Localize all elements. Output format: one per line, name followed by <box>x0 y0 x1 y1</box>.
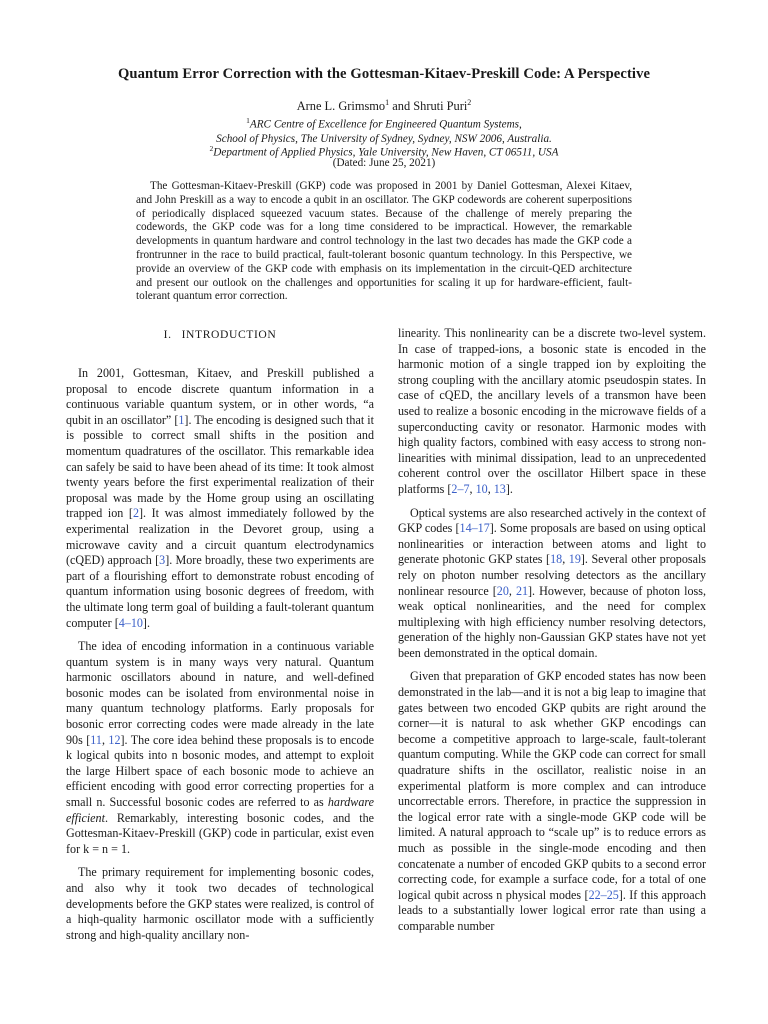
citation-link[interactable]: 18 <box>550 552 563 567</box>
citation-link[interactable]: 20 <box>496 583 509 598</box>
text-run: . Remarkably, interesting bosonic codes, and the Gottesman-Kitaev-Preskill (GKP) code in particular, exist even for k = n = 1. <box>66 810 374 856</box>
paper-title: Quantum Error Correction with the Gottesman-Kitaev-Preskill Code: A Perspective <box>117 66 651 82</box>
author-conjunction: and <box>392 99 411 114</box>
emphasized-term: hardware efficient <box>66 795 374 825</box>
affiliation-mark: 2 <box>209 144 214 153</box>
citation-link[interactable]: 19 <box>568 552 581 567</box>
section-title: INTRODUCTION <box>181 328 277 341</box>
paragraph <box>398 326 706 498</box>
affiliation-line: School of Physics, The University of Sydney, Sydney, NSW 2006, Australia. <box>216 132 552 145</box>
date-line: (Dated: June 25, 2021) <box>332 157 436 169</box>
citation-link[interactable]: 4–10 <box>118 615 143 630</box>
text-run: , <box>101 732 109 747</box>
citation-link[interactable]: 2–7 <box>451 481 470 496</box>
text-run: ]. Some proposals are based on using optical nonlinearities or interaction between atoms and light to generate photonic GKP states [ <box>398 521 706 567</box>
paragraph <box>66 366 374 631</box>
affiliation-mark: 1 <box>385 98 390 107</box>
citation-link[interactable]: 22–25 <box>588 887 619 902</box>
author-list <box>40 98 728 114</box>
citation-link[interactable]: 14–17 <box>459 521 490 536</box>
affiliation-mark: 2 <box>467 98 472 107</box>
text-run: ]. It was almost immediately followed by the experimental realization in the Devoret group, using a microwave cavity and a circuit quantum electrodynamics (cQED) approach [ <box>66 506 375 568</box>
author-name: Shruti Puri <box>413 99 468 114</box>
text-run: ]. The core idea behind these proposals is to encode k logical qubits into n bosonic modes, and attempt to exploit the large Hilbert space of each bosonic mode to achieve an efficient encoding with good error correcting properties for a small n. Successful bosonic codes are referred to as <box>66 732 374 810</box>
text-run: Optical systems are also researched actively in the context of GKP codes [ <box>398 505 706 536</box>
text-run: , <box>508 583 516 598</box>
section-heading <box>66 326 374 344</box>
text-run: Given that preparation of GKP encoded states has now been demonstrated in the lab—and it is not a big leap to imagine that gates between two encoded GKP qubits are right around the corner—it is natural to ask whether GKP encodings can become a competitive approach to large-scale, fault-tolerant quantum computing. While the GKP code can correct for small quadrature shifts in the oscillator, realistic noise in an experimental platform is more complex and can introduce uncorrectable errors. Therefore, in practice the suppression in the logical error rate with a single-mode GKP code will be limited. A natural approach to “scale up” is to reduce errors as much as possible in the single-mode encoding and then concatenate a number of encoded GKP qubits to a second error correcting code, for example a surface code, for a total of one logical qubit across n physical modes [ <box>398 669 706 902</box>
left-column <box>66 326 374 951</box>
text-run: ]. The encoding is designed such that it is possible to correct small shifts in the position and momentum quadratures of the oscillator. This remarkable idea can safely be said to have been ahead of its time: It took almost twenty years before the first experimental realization of their proposal was made by the Home group using an oscillating trapped ion [ <box>66 412 374 521</box>
citation-link[interactable]: 21 <box>515 583 529 598</box>
text-run: ]. <box>505 481 513 496</box>
abstract: The Gottesman-Kitaev-Preskill (GKP) code was proposed in 2001 by Daniel Gottesman, Alexei Kitaev, and John Preskill as a way to encode a qubit in an oscillator. The GKP codewords are coherent superpositions of periodically displaced squeezed vacuum states. Because of the challenge of merely preparing the codewords, the GKP code was for a long time considered to be impractical. However, the remarkable developments in quantum hardware and control technology in the last two decades has made the GKP code a frontrunner in the race to build practical, fault-tolerant bosonic quantum technology. In this Perspective, we provide an overview of the GKP code with emphasis on its implementation in the circuit-QED architecture and present our outlook on the challenges and opportunities for scaling it up for hardware-efficient, fault-tolerant quantum error correction. <box>136 180 632 303</box>
text-run: The idea of encoding information in a continuous variable quantum system is in many ways very natural. Quantum harmonic oscillators abound in nature, and well-defined bosonic modes can be isolated from environmental noise in many quantum technology platforms. Early proposals for bosonic error correcting codes were made already in the late 90s [ <box>66 639 374 747</box>
text-run: , <box>469 481 476 496</box>
citation-link[interactable]: 12 <box>108 732 121 747</box>
text-run: , <box>562 552 569 567</box>
section-number: I. <box>163 328 172 341</box>
citation-link[interactable]: 11 <box>90 732 102 747</box>
paragraph <box>398 669 706 934</box>
citation-link[interactable]: 1 <box>178 412 185 427</box>
citation-link[interactable]: 13 <box>493 481 506 496</box>
text-run: In 2001, Gottesman, Kitaev, and Preskill published a proposal to encode discrete quantum information in a continuous variable quantum system, or in other words, “a qubit in an oscillator” [ <box>66 366 374 427</box>
text-run: ]. If this approach leads to a substantially lower logical error rate than using a comparable number <box>398 887 706 933</box>
citation-link[interactable]: 2 <box>132 506 139 521</box>
paragraph: The primary requirement for implementing bosonic codes, and also why it took two decades of technological developments before the GKP states were realized, is control of a hiqh-quality harmonic oscillator mode with a sufficiently strong and high-quality ancillary non- <box>66 865 374 942</box>
citation-link[interactable]: 10 <box>475 481 488 496</box>
right-column <box>398 326 706 943</box>
paragraph <box>66 639 374 857</box>
text-run: ]. Several other proposals rely on photon number resolving detectors as the ancillary nonlinear resource [ <box>398 552 707 598</box>
text-run: , <box>487 481 494 496</box>
text-run: ]. More broadly, these two experiments are part of a flourishing effort to demonstrate robust encoding of quantum information using bosonic degrees of freedom, with the ultimate long term goal of building a fault-tolerant quantum computer [ <box>66 553 374 630</box>
author-name: Arne L. Grimsmo <box>296 99 386 114</box>
citation-link[interactable]: 3 <box>159 553 166 568</box>
affiliation-1 <box>40 114 728 146</box>
affiliation-line: ARC Centre of Excellence for Engineered Quantum Systems, <box>249 118 522 131</box>
affiliation-line: Department of Applied Physics, Yale University, New Haven, CT 06511, USA <box>213 146 559 159</box>
text-run: ]. <box>142 615 150 630</box>
text-run: linearity. This nonlinearity can be a discrete two-level system. In case of trapped-ions, a bosonic state is encoded in the harmonic motion of a single trapped ion by exploiting the strong coupling with the ancillary atomic pseudospin states. In case of cQED, the ancillary levels of a transmon have been used to realize a bosonic encoding in the microwave fields of a superconducting cavity or resonator. Harmonic modes with high quality factors, combined with easy access to strong non-linearities with minimal dissipation, lead to an unprecedented coherent control over the oscillator Hilbert space in these platforms [ <box>398 326 706 496</box>
affiliation-mark: 1 <box>246 116 250 125</box>
paragraph <box>398 506 706 662</box>
text-run: ]. However, because of photon loss, weak optical nonlinearities, and the need for complex multiplexing with high efficiency number resolving detectors, generation of the highly non-Gaussian GKP states have not yet been demonstrated in the optical domain. <box>398 583 706 660</box>
